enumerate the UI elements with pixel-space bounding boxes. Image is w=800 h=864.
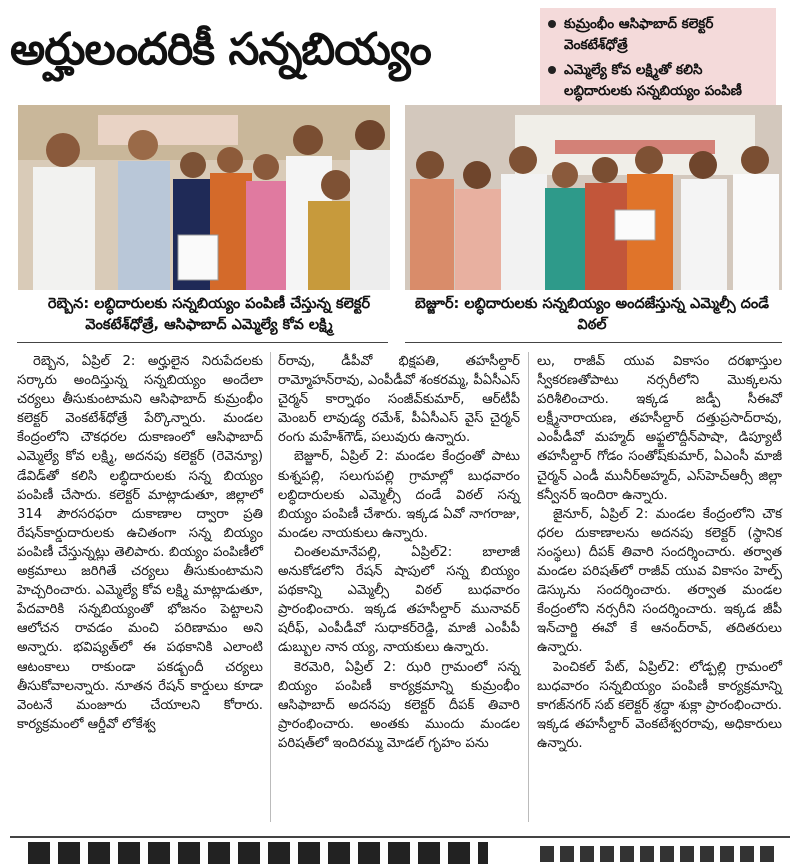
caption-divider (405, 342, 782, 343)
article-paragraph: ర్‌రావు, డీపీవో భిక్షపతి, తహసీల్దార్ రామ్మోహన్‌రావు, ఎంపీడీవో శంకరమ్మ, పీఏసీఎస్ చైర్మన్ కార్నాథం సంజీవ్‌కుమార్, ఆర్‌టీపీ మెంబర్ లావుడ్య రమేశ్, పీఏసీఎస్ వైస్ చైర్మన్ రంగు మహేశ్‌గౌడ్, పలువురు ఉన్నారు. (278, 354, 520, 446)
next-article-cut-headline (540, 846, 780, 862)
article-paragraph: బెజ్జూర్, ఏప్రిల్ 2: మండల కేంద్రంతో పాటు కుశ్నపల్లి, సలుగుపల్లి గ్రామాల్లో బుధవారం లబ్ధిదారులకు ఎమ్మెల్సీ దండే విఠల్ సన్న బియ్యం పంపిణీ చేశారు. ఇక్కడ ఏవో నాగరాజు, మండల నాయకులు ఉన్నారు. (278, 449, 520, 541)
highlight-item (548, 14, 770, 56)
article-paragraph: పెంచికల్ పేట్, ఏప్రిల్2: లోడ్పల్లి గ్రామంలో బుధవారం సన్నబియ్యం పంపిణీ కార్యక్రమాన్ని కాగజ్‌నగర్ సబ్ కలెక్టర్ శ్రద్ధా శుక్లా ప్రారంభించారు. ఇక్కడ తహసీల్దార్ వెంకటేశ్వరరావు, అధికారులు ఉన్నారు. (537, 659, 782, 751)
article-column-2 (278, 352, 520, 753)
highlight-text: కుమ్రంభీం ఆసిఫాబాద్ కలెక్టర్ వెంకటేశ్‌ధోత్రే (564, 16, 714, 53)
photo-caption-right: బెజ్జూర్: లబ్ధిదారులకు సన్నబియ్యం అందజేస్తున్న ఎమ్మెల్సీ దండే విఠల్ (415, 296, 769, 333)
article-paragraph: చింతలమానేపల్లి, ఏప్రిల్2: బాలాజీ అనుకోడలోని రేషన్ షాపులో సన్న బియ్యం పథకాన్ని ఎమ్మెల్సీ విఠల్ బుధవారం ప్రారంభించారు. ఇక్కడ తహసీల్దార్ మునావర్ షరీఫ్, ఎంపీడీవో సుధాకర్‌రెడ్డి, మాజీ ఎంపీపీ డుబ్బుల నాన య్య, నాయకులు ఉన్నారు. (278, 544, 520, 656)
column-divider (528, 352, 529, 822)
article-paragraph: రెబ్బెన, ఏప్రిల్ 2: అర్హులైన నిరుపేదలకు సర్కారు అందిస్తున్న సన్నబియ్యం అందేలా చర్యలు తీసుకుంటామని ఆసిఫాబాద్ కుమ్రంభీం కలెక్టర్ వెంకటేశ్‌ధోత్రే పేర్కొన్నారు. మండల కేంద్రంలోని చౌకధరల దుకాణంలో ఆసిఫాబాద్ ఎమ్మెల్యే కోవ లక్ష్మి, అదనపు కలెక్టర్ (రెవెన్యూ) డేవిడ్‌తో కలిసి లబ్ధిదారులకు సన్న బియ్యం పంపిణీ చేసారు. కలెక్టర్ మాట్లాడుతూ, జిల్లాలో 314 పౌరసరఫరా దుకాణాల ద్వారా ప్రతి రేషన్‌కార్డుదారులకు ఉచితంగా సన్న బియ్యం పంపిణీ చేస్తున్నట్లు తెలిపారు. బియ్యం పంపిణీలో అక్రమాలు జరిగితే చర్యలు తీసుకుంటామని హెచ్చరించారు. ఎమ్మెల్యే కోవ లక్ష్మి మాట్లాడుతూ, పేదవారికి సన్నబియ్యంతో భోజనం పెట్టాలని ఆలోచన రావడం మంచి పరిణామం అని అన్నారు. భవిష్యత్‌లో ఈ పథకానికి ఎలాంటి ఆటంకాలు రాకుండా పకడ్బందీ చర్యలు తీసుకోవాలన్నారు. నూతన రేషన్ కార్డులు కూడా వెంటనే మంజూరు చేయాలని కోరారు. కార్యక్రమంలో ఆర్డీవో లోకేశ్వ (17, 354, 263, 732)
highlight-text: ఎమ్మెల్యే కోవ లక్ష్మితో కలిసి లబ్ధిదారులకు సన్నబియ్యం పంపిణీ (564, 62, 742, 99)
photo-rebbena-distribution (18, 105, 390, 290)
photo-bejjur-distribution (405, 105, 782, 290)
bullet-icon (548, 20, 556, 28)
headline: అర్హులందరికీ సన్నబియ్యం (10, 24, 431, 75)
photo-illustration (405, 105, 782, 290)
page-bottom-divider (10, 836, 790, 838)
photo-caption-left: రెబ్బెన: లబ్ధిదారులకు సన్నబియ్యం పంపిణీ చేస్తున్న కలెక్టర్ వెంకటేశ్‌ధోత్రే, ఆసిఫాబాద్ ఎమ్మెల్యే కోవ లక్ష్మి (47, 296, 371, 333)
highlights-box (540, 8, 776, 112)
article-paragraph: జైనూర్, ఏప్రిల్ 2: మండల కేంద్రంలోని చౌక ధరల దుకాణాలను అదనపు కలెక్టర్ (స్థానిక సంస్థలు) దీపక్ తివారి సందర్శించారు. తర్వాత మండల పరిషత్‌లో రాజీవ్ యువ వికాసం హెల్ప్ డెస్కును సందర్శించారు. తర్వాత మండల కేంద్రంలోని నర్సరీని సందర్శించారు. ఇక్కడ జీపీ ఇన్‌చార్జి ఈవో కే ఆనంద్‌రావ్, తదితరులు ఉన్నారు. (537, 506, 782, 656)
photo-illustration (18, 105, 390, 290)
article-paragraph: లు, రాజీవ్ యువ వికాసం దరఖాస్తుల స్వీకరణతోపాటు నర్సరీలోని మొక్కలను పరిశీలించారు. ఇక్కడ జడ్పీ సీఈవో లక్ష్మీనారాయణ, తహసీల్దార్ దత్తుప్రసాద్‌రావు, ఎంపీడీవో మహ్మద్ అఫ్జలొద్దీన్‌పాషా, డిప్యూటీ తహసీల్దార్ గోడం సంతోష్‌కుమార్, ఏఎంసీ మాజీ చైర్మన్ ఎండీ మునీర్‌అహ్మద్, ఎస్‌హెచ్‌ఆర్సీ జిల్లా కన్వీనర్ ఇందిరా ఉన్నారు. (537, 354, 782, 503)
highlight-item (548, 60, 770, 102)
article-column-3 (537, 352, 782, 753)
article-column-1 (17, 352, 263, 734)
bullet-icon (548, 66, 556, 74)
column-divider (270, 352, 271, 822)
caption-divider (17, 342, 388, 343)
article-paragraph: కెరమెరి, ఏప్రిల్ 2: ఝరి గ్రామంలో సన్న బియ్యం పంపిణీ కార్యక్రమాన్ని కుమ్రంభీం ఆసిఫాబాద్ అదనపు కలెక్టర్ దీపక్ తివారి ప్రారంభించారు. అంతకు ముందు మండల పరిషత్‌లో ఇందిరమ్మ మోడల్ గృహం పను (278, 659, 520, 751)
